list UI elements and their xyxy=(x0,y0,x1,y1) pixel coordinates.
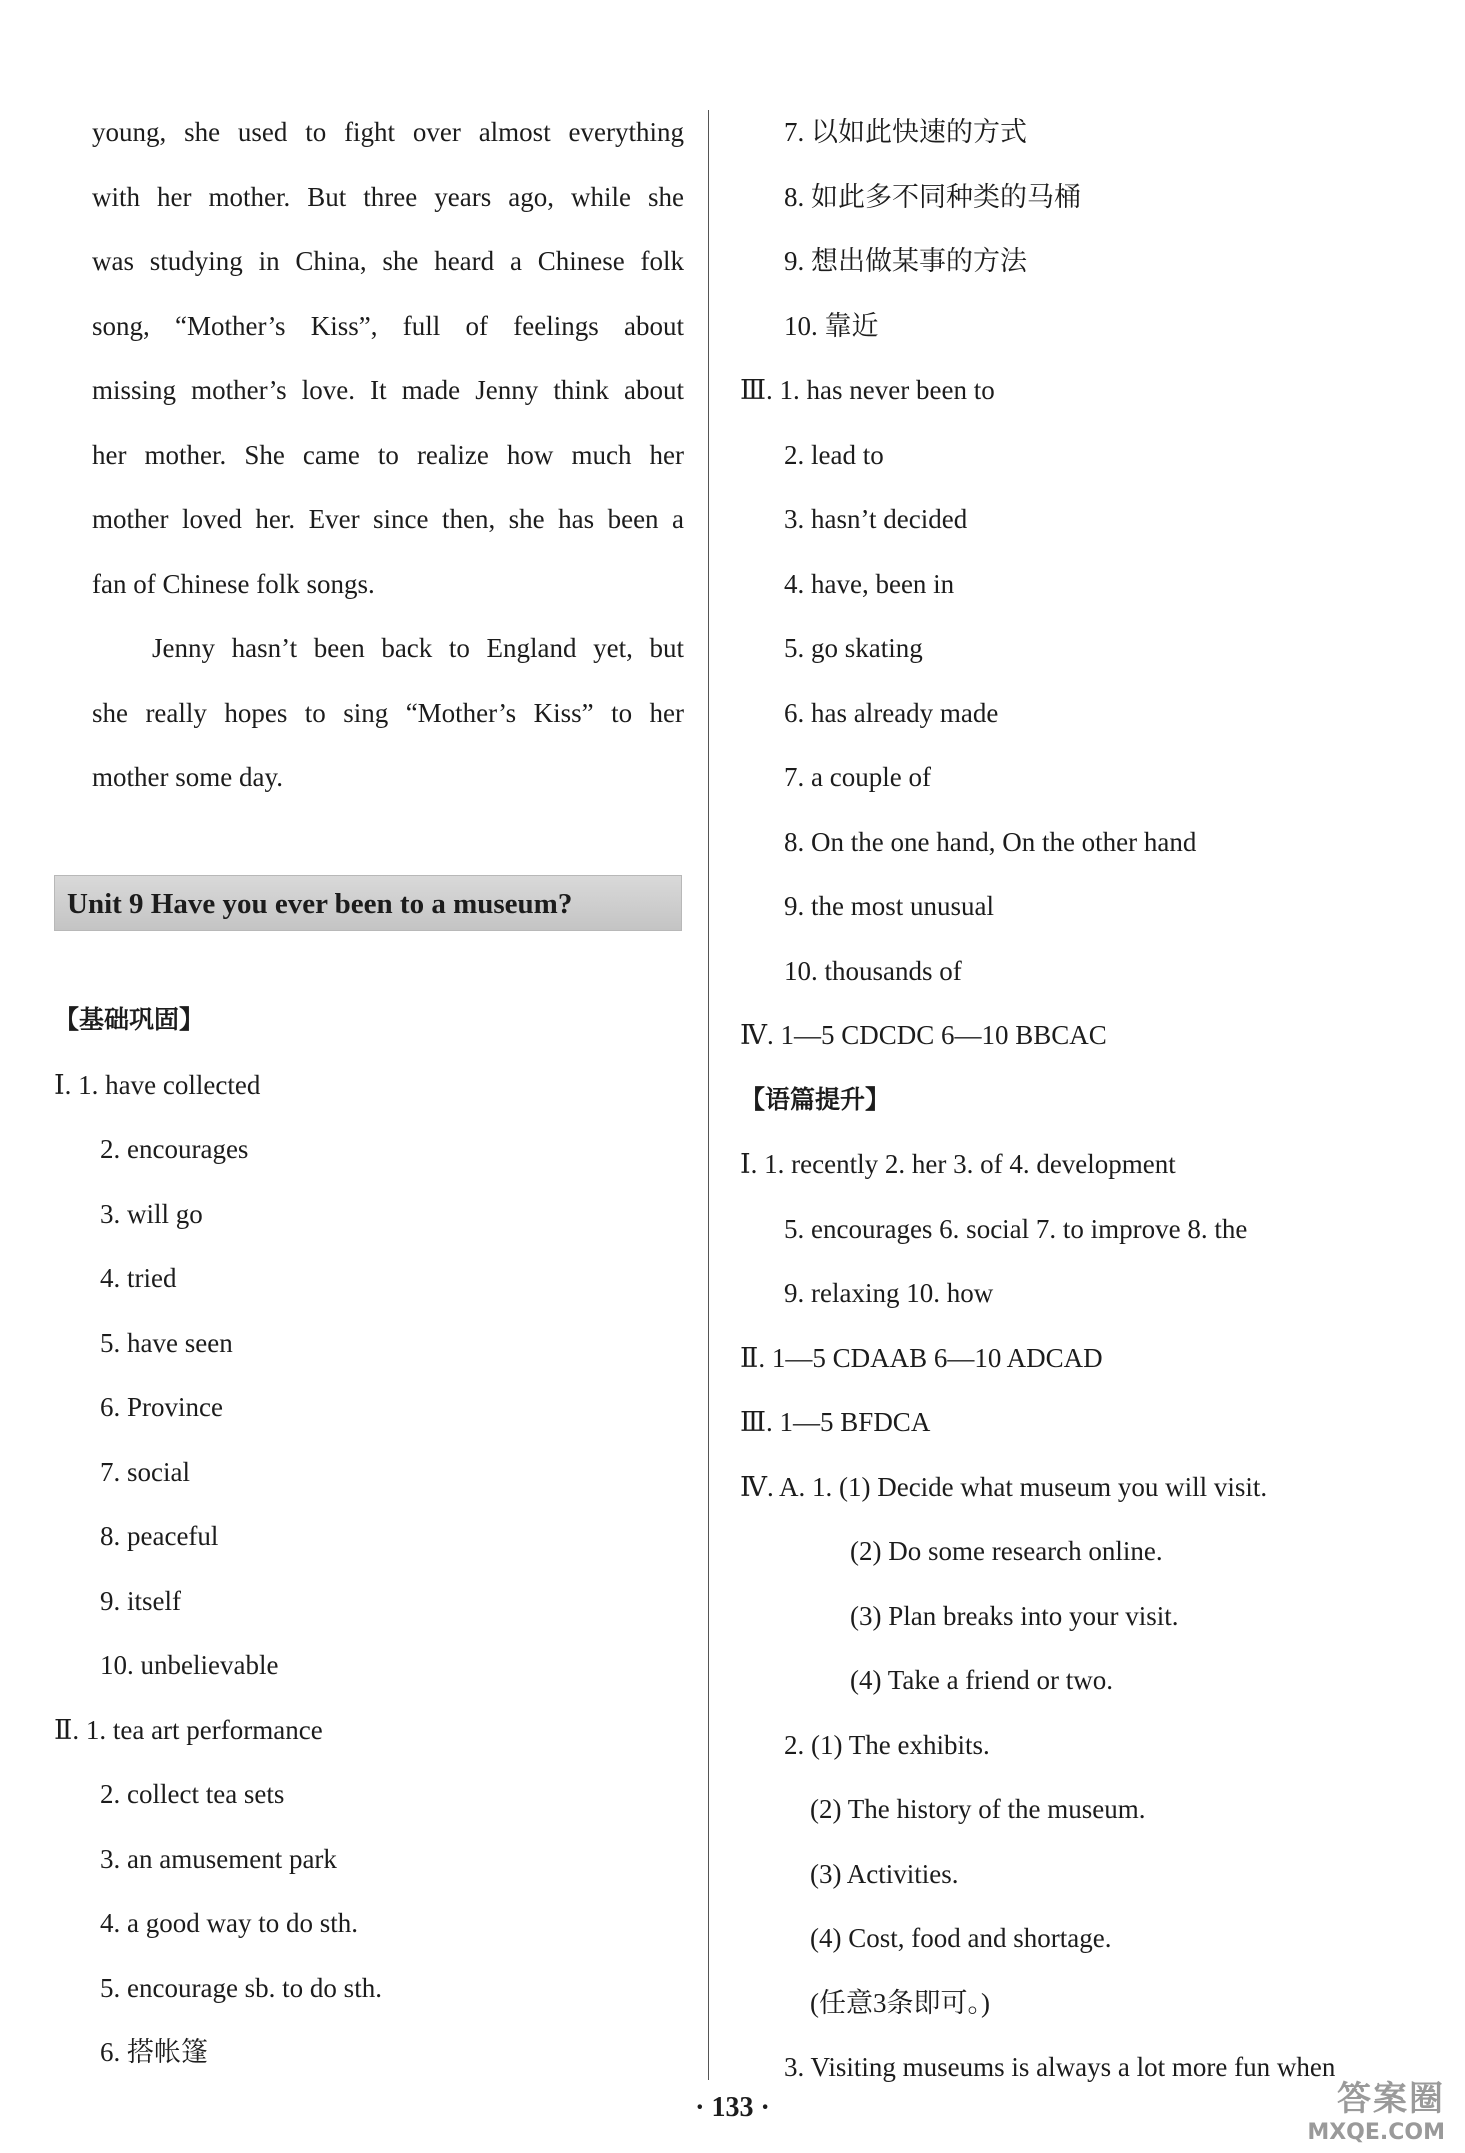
page-number: · 133 · xyxy=(695,2092,770,2123)
story-line: young, she used to fight over almost everything xyxy=(92,117,684,147)
story-line: mother loved her. Ever since then, she has been a xyxy=(92,504,684,534)
answer-item: 2. encourages xyxy=(100,1134,249,1164)
story-line: with her mother. But three years ago, while she xyxy=(92,181,684,212)
watermark-bottom-text: MXQE.COM xyxy=(1307,2120,1445,2145)
answer-item: 5. encourages 6. social 7. to improve 8. the xyxy=(784,1213,1248,1244)
answer-item: 7. a couple of xyxy=(784,762,931,792)
answer-item: 5. have seen xyxy=(100,1327,233,1358)
answer-item: 6. Province xyxy=(100,1392,223,1422)
story-line: missing mother’s love. It made Jenny think about xyxy=(92,375,684,405)
answer-item: 9. the most unusual xyxy=(784,891,994,921)
story-line: her mother. She came to realize how much her xyxy=(92,439,684,470)
column-divider xyxy=(708,110,709,2080)
answer-item: Ⅰ. 1. have collected xyxy=(54,1069,261,1100)
answer-item: Ⅱ. 1. tea art performance xyxy=(54,1714,323,1745)
story-line: fan of Chinese folk songs. xyxy=(92,568,375,599)
right-column xyxy=(740,110,1410,2110)
answer-item: 10. unbelievable xyxy=(100,1650,279,1680)
answer-item: 10. 靠近 xyxy=(784,310,879,341)
story-line: was studying in China, she heard a Chinese folk xyxy=(92,246,684,276)
answer-item: 4. have, been in xyxy=(784,568,955,599)
answer-item: (3) Plan breaks into your visit. xyxy=(850,1600,1179,1631)
answer-item: 8. peaceful xyxy=(100,1521,219,1551)
answer-item: (2) The history of the museum. xyxy=(810,1794,1146,1824)
answer-item: 6. 搭帐篷 xyxy=(100,2037,208,2067)
answer-item: Ⅲ. 1—5 BFDCA xyxy=(740,1407,931,1437)
answer-item: 2. lead to xyxy=(784,439,884,470)
left-answers xyxy=(54,998,684,2095)
answer-item: Ⅰ. 1. recently 2. her 3. of 4. development xyxy=(740,1149,1176,1179)
answer-item: 8. 如此多不同种类的马桶 xyxy=(784,181,1081,212)
answer-item: 3. will go xyxy=(100,1198,203,1229)
answer-item: 5. go skating xyxy=(784,633,923,663)
answer-item: 9. 想出做某事的方法 xyxy=(784,246,1027,276)
answer-item: Ⅳ. A. 1. (1) Decide what museum you will visit. xyxy=(740,1471,1268,1502)
story-line: Jenny hasn’t been back to England yet, but xyxy=(152,633,684,663)
answer-item: 3. hasn’t decided xyxy=(784,504,968,534)
answer-item: 4. a good way to do sth. xyxy=(100,1908,358,1938)
left-column xyxy=(92,110,684,820)
answer-item: 4. tried xyxy=(100,1263,177,1293)
unit-title-banner: Unit 9 Have you ever been to a museum? xyxy=(54,875,682,931)
answer-item: 3. Visiting museums is always a lot more fun when xyxy=(784,2052,1336,2082)
answer-item: 7. 以如此快速的方式 xyxy=(784,117,1027,147)
section-heading-reading: 【语篇提升】 xyxy=(740,1084,891,1114)
answer-item: (4) Cost, food and shortage. xyxy=(810,1923,1112,1953)
story-line: she really hopes to sing “Mother’s Kiss” to her xyxy=(92,697,684,728)
answer-item: (2) Do some research online. xyxy=(850,1536,1163,1566)
answer-item: (任意3条即可。) xyxy=(810,1987,990,2018)
answer-item: 8. On the one hand, On the other hand xyxy=(784,826,1197,857)
answer-item: 5. encourage sb. to do sth. xyxy=(100,1972,382,2003)
answer-item: (3) Activities. xyxy=(810,1858,959,1889)
answer-item: Ⅳ. 1—5 CDCDC 6—10 BBCAC xyxy=(740,1020,1107,1050)
section-heading-basic: 【基础巩固】 xyxy=(54,1005,205,1034)
answer-item: 6. has already made xyxy=(784,697,999,728)
answer-item: 2. (1) The exhibits. xyxy=(784,1729,990,1760)
story-line: song, “Mother’s Kiss”, full of feelings about xyxy=(92,310,684,341)
answer-item: Ⅲ. 1. has never been to xyxy=(740,375,995,405)
answer-item: Ⅱ. 1—5 CDAAB 6—10 ADCAD xyxy=(740,1342,1103,1373)
answer-item: 3. an amusement park xyxy=(100,1843,337,1874)
answer-item: 7. social xyxy=(100,1456,190,1487)
answer-item: 9. relaxing 10. how xyxy=(784,1278,994,1308)
answer-item: (4) Take a friend or two. xyxy=(850,1665,1114,1695)
answer-item: 9. itself xyxy=(100,1585,181,1616)
story-line: mother some day. xyxy=(92,762,283,792)
watermark-top-text: 答案圈 xyxy=(1337,2079,1445,2119)
answer-item: 10. thousands of xyxy=(784,955,962,986)
watermark-logo xyxy=(1235,2071,1445,2145)
answer-item: 2. collect tea sets xyxy=(100,1779,285,1809)
